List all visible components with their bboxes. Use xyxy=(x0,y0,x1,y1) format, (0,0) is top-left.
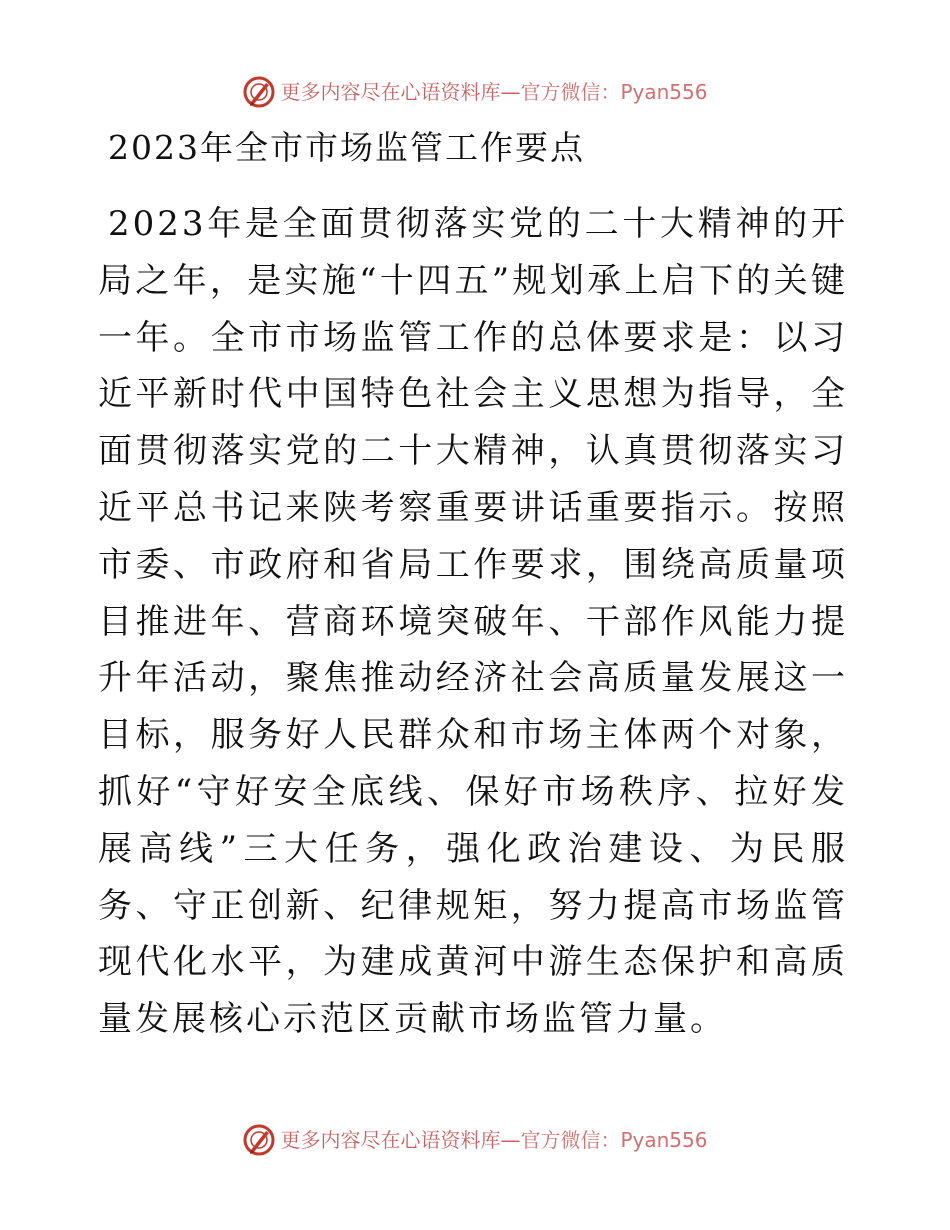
header-watermark xyxy=(0,72,950,112)
footer-watermark xyxy=(0,1120,950,1160)
watermark-text: 更多内容尽在心语资料库—官方微信：Pyan556 xyxy=(280,1128,708,1152)
document-paragraph: 2023年是全面贯彻落实党的二十大精神的开局之年，是实施“十四五”规划承上启下的关键一年。全市市场监管工作的总体要求是：以习近平新时代中国特色社会主义思想为指导，全面贯彻落实党的二十大精神，认真贯彻落实习近平总书记来陕考察重要讲话重要指示。按照市委、市政府和省局工作要求，围绕高质量项目推进年、营商环境突破年、干部作风能力提升年活动，聚焦推动经济社会高质量发展这一目标，服务好人民群众和市场主体两个对象，抓好“守好安全底线、保好市场秩序、拉好发展高线”三大任务，强化政治建设、为民服务、守正创新、纪律规矩，努力提高市场监管现代化水平，为建成黄河中游生态保护和高质量发展核心示范区贡献市场监管力量。 xyxy=(98,204,848,1040)
watermark-text: 更多内容尽在心语资料库—官方微信：Pyan556 xyxy=(280,80,708,104)
red-circular-pen-logo-icon xyxy=(242,1123,276,1157)
document-title: 2023年全市市场监管工作要点 xyxy=(108,128,585,167)
red-circular-pen-logo-icon xyxy=(242,75,276,109)
